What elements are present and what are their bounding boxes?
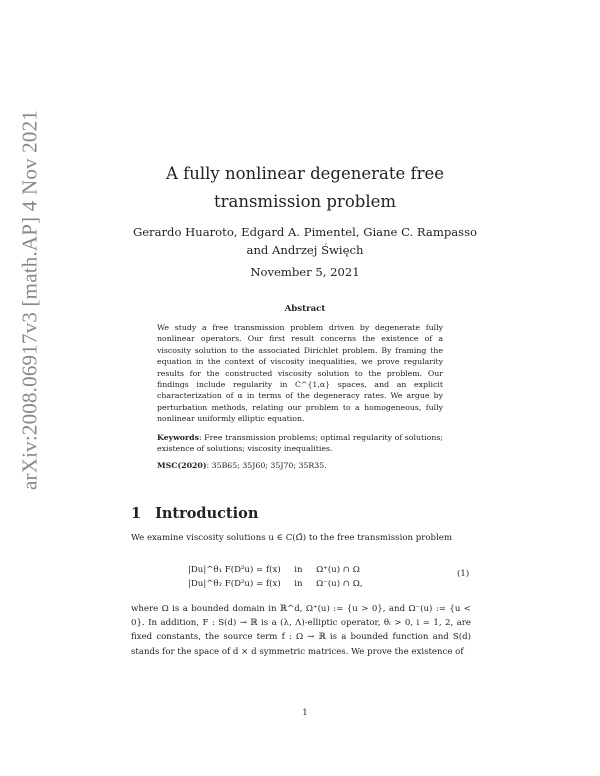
keywords-label: Keywords [157,433,199,442]
equation-line-1 [188,563,488,577]
abstract-body: We study a free transmission problem driven by degenerate fully nonlinear operators. Our first result concerns the existence of a viscosity solution to the associated Dirichlet problem. By framing the equation in the context of viscosity inequalities, we prove regularity results for the constructed viscosity solution to the problem. Our findings include regularity in C^{1,α} spaces, and an explicit characterization of α in terms of the degeneracy rates. We argue by perturbation methods, relating our problem to a homogeneous, fully nonlinear uniformly elliptic equation. [157,323,443,424]
section-number: 1 [131,505,142,522]
authors-line-2: and Andrzej Święch [246,243,364,257]
equation-number: (1) [457,569,470,579]
paper-title: A fully nonlinear degenerate free transmission problem [165,164,445,211]
arxiv-identifier: arXiv:2008.06917v3 [math.AP] 4 Nov 2021 [17,110,42,490]
equation-1-lhs: |Du|^θ₁ F(D²u) = f(x) [188,565,281,575]
section-title: Introduction [155,505,259,522]
paper-date: November 5, 2021 [250,265,360,279]
equation-block [188,563,488,591]
equation-2-rhs: Ω⁻(u) ∩ Ω, [316,579,363,589]
equation-2-in: in [294,579,303,589]
arxiv-stamp [10,70,50,530]
page-number: 1 [302,708,308,718]
msc-codes [157,460,443,471]
section-heading [131,505,258,522]
authors [120,223,490,259]
equation-1-rhs: Ω⁺(u) ∩ Ω [316,565,360,575]
msc-label: MSC(2020) [157,461,207,470]
authors-line-1: Gerardo Huaroto, Edgard A. Pimentel, Giane C. Rampasso [132,225,478,239]
equation-line-2 [188,577,488,591]
intro-paragraph: We examine viscosity solutions u ∈ C(Ω̄) to the free transmission problem [131,533,453,543]
abstract-heading: Abstract [284,304,326,314]
body-paragraph: where Ω is a bounded domain in ℝ^d, Ω⁺(u) := {u > 0}, and Ω⁻(u) := {u < 0}. In addition, F : S(d) → ℝ is a (λ, Λ)-elliptic operator, θᵢ > 0, i = 1, 2, are fixed constants, the source term f : Ω → ℝ is a bounded function and S(d) stands for the space of d × d symmetric matrices. We prove the existence of [131,604,471,657]
keywords-text: : Free transmission problems; optimal regularity of solutions; existence of solutions; viscosity inequalities. [157,433,443,454]
equation-2-lhs: |Du|^θ₂ F(D²u) = f(x) [188,579,281,589]
equation-1-in: in [294,565,303,575]
msc-text: : 35B65; 35J60; 35J70; 35R35. [206,461,327,470]
keywords [157,432,443,455]
